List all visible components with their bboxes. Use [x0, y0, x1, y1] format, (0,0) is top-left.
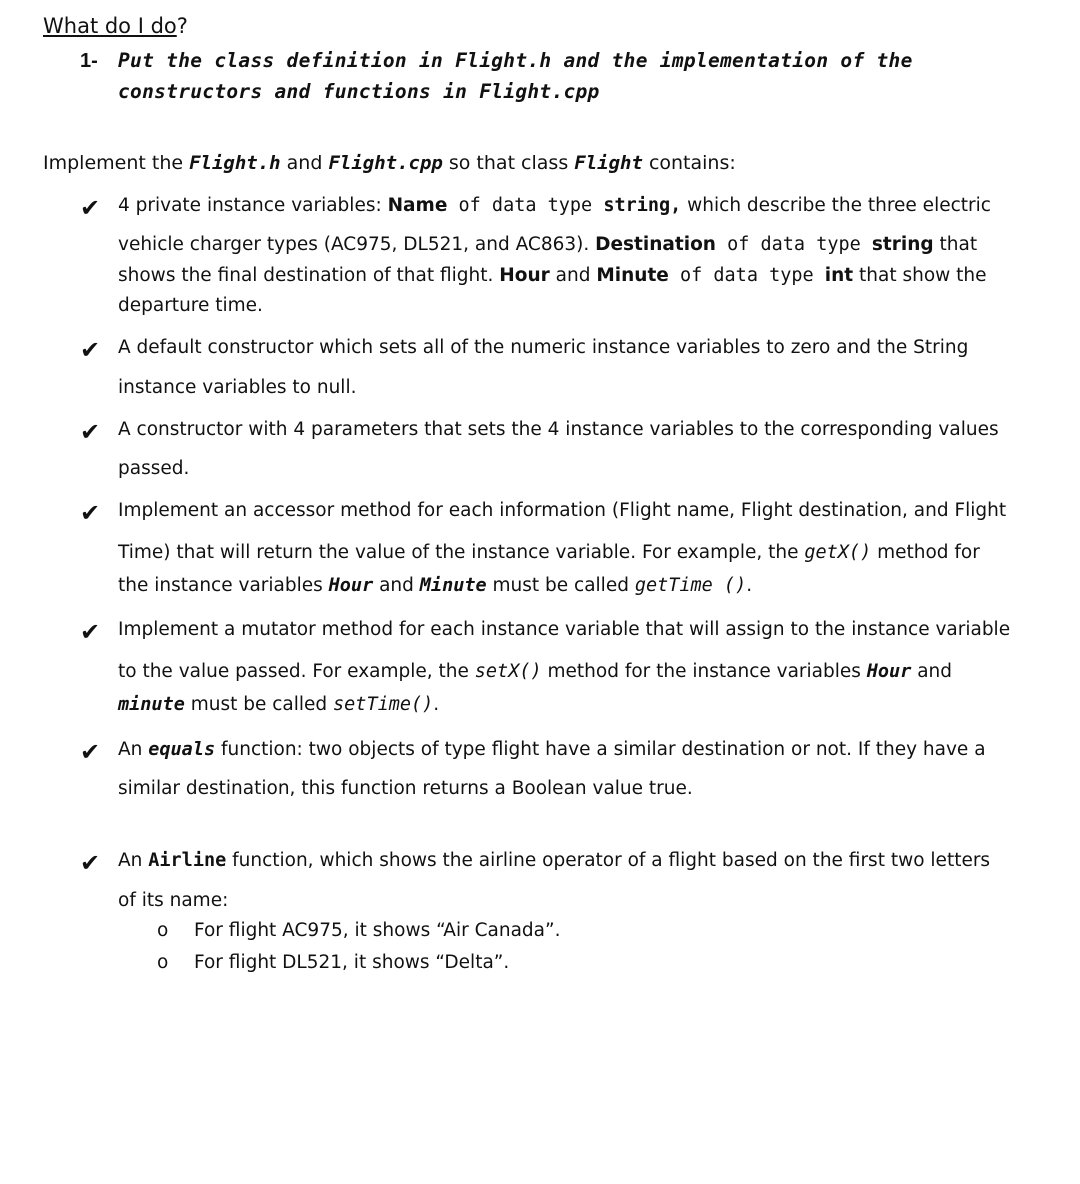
bullet3-line1: A constructor with 4 parameters that sets the 4 instance variables to the corresponding values	[118, 419, 999, 440]
heading-suffix: ?	[176, 14, 188, 38]
text: function, which shows the airline operator of a flight based on the first two letters	[226, 850, 991, 871]
page-heading	[43, 14, 188, 38]
text: and	[373, 575, 420, 596]
text: must be called	[184, 694, 334, 715]
bullet5-line3	[118, 694, 439, 716]
text: of data type	[447, 195, 604, 216]
code-getx: getX()	[804, 542, 872, 563]
text: and	[911, 661, 953, 682]
bullet6-line2: similar destination, this function returns a Boolean value true.	[118, 778, 693, 799]
intro-text: so that class	[442, 152, 575, 174]
intro-text: and	[280, 152, 329, 174]
text: of data type	[715, 234, 872, 255]
check-mark-icon: ✔	[80, 499, 101, 527]
var-minute: Minute	[596, 265, 669, 286]
step-line-2: constructors and functions in Flight.cpp	[118, 80, 600, 103]
text: 4 private instance variables:	[118, 195, 388, 216]
bullet7-line2: of its name:	[118, 890, 229, 911]
type-string: string	[871, 234, 934, 255]
code-gettime: getTime ()	[634, 575, 747, 596]
check-mark-icon: ✔	[80, 336, 101, 364]
var-hour: Hour	[328, 575, 374, 596]
intro-file-cpp: Flight.cpp	[328, 152, 443, 174]
text: An	[118, 739, 149, 760]
text: that	[933, 234, 978, 255]
bullet1-line4: departure time.	[118, 295, 263, 316]
bullet4-line3	[118, 575, 752, 597]
sub-item-delta: For flight DL521, it shows “Delta”.	[194, 952, 510, 973]
check-mark-icon: ✔	[80, 618, 101, 646]
var-minute: Minute	[419, 575, 487, 596]
check-mark-icon: ✔	[80, 849, 101, 877]
check-mark-icon: ✔	[80, 418, 101, 446]
text: vehicle charger types (AC975, DL521, and AC863).	[118, 234, 596, 255]
text: method for the instance variables	[541, 661, 867, 682]
text: Time) that will return the value of the instance variable. For example, the	[118, 542, 805, 563]
code-equals: equals	[148, 739, 216, 760]
intro-text: Implement the	[43, 152, 190, 174]
bullet1-line1	[118, 195, 991, 217]
sub-bullet-icon: o	[157, 952, 169, 973]
text: which describe the three electric	[681, 195, 991, 216]
var-destination: Destination	[595, 234, 716, 255]
step-line-1: Put the class definition in Flight.h and the implementation of the	[118, 49, 913, 72]
code-airline: Airline	[148, 850, 227, 871]
sub-bullet-icon: o	[157, 920, 169, 941]
intro-paragraph	[43, 152, 736, 174]
sub-item-aircanada: For flight AC975, it shows “Air Canada”.	[194, 920, 561, 941]
check-mark-icon: ✔	[80, 738, 101, 766]
var-minute: minute	[118, 694, 185, 715]
text: .	[433, 694, 440, 715]
text: that show the	[853, 265, 987, 286]
text: to the value passed. For example, the	[118, 661, 475, 682]
bullet3-line2: passed.	[118, 458, 190, 479]
bullet4-line2	[118, 542, 980, 564]
heading-underlined: What do I do	[43, 14, 177, 38]
bullet1-line3	[118, 265, 987, 287]
bullet5-line2	[118, 661, 952, 683]
check-mark-icon: ✔	[80, 194, 101, 222]
text: and	[549, 265, 597, 286]
text: of data type	[668, 265, 825, 286]
bullet6-line1	[118, 739, 986, 761]
text: method for	[871, 542, 980, 563]
code-setx: setX()	[474, 661, 542, 682]
type-string: string,	[603, 195, 682, 216]
bullet2-line2: instance variables to null.	[118, 377, 357, 398]
bullet7-line1	[118, 850, 990, 872]
text: function: two objects of type flight have a similar destination or not. If they have a	[215, 739, 986, 760]
bullet5-line1: Implement a mutator method for each instance variable that will assign to the instance variable	[118, 619, 1011, 640]
text: the instance variables	[118, 575, 329, 596]
text: .	[746, 575, 753, 596]
intro-class-name: Flight	[574, 152, 643, 174]
bullet4-line1: Implement an accessor method for each information (Flight name, Flight destination, and Flight	[118, 500, 1007, 521]
text: An	[118, 850, 149, 871]
bullet1-line2	[118, 234, 977, 256]
text: shows the final destination of that flight.	[118, 265, 500, 286]
var-hour: Hour	[499, 265, 550, 286]
text: must be called	[486, 575, 635, 596]
step-number: 1-	[80, 50, 98, 72]
code-settime: setTime()	[333, 694, 434, 715]
intro-file-h: Flight.h	[189, 152, 281, 174]
bullet2-line1: A default constructor which sets all of the numeric instance variables to zero and the String	[118, 337, 969, 358]
var-name: Name	[387, 195, 448, 216]
var-hour: Hour	[866, 661, 912, 682]
type-int: int	[824, 265, 854, 286]
intro-text: contains:	[642, 152, 736, 174]
